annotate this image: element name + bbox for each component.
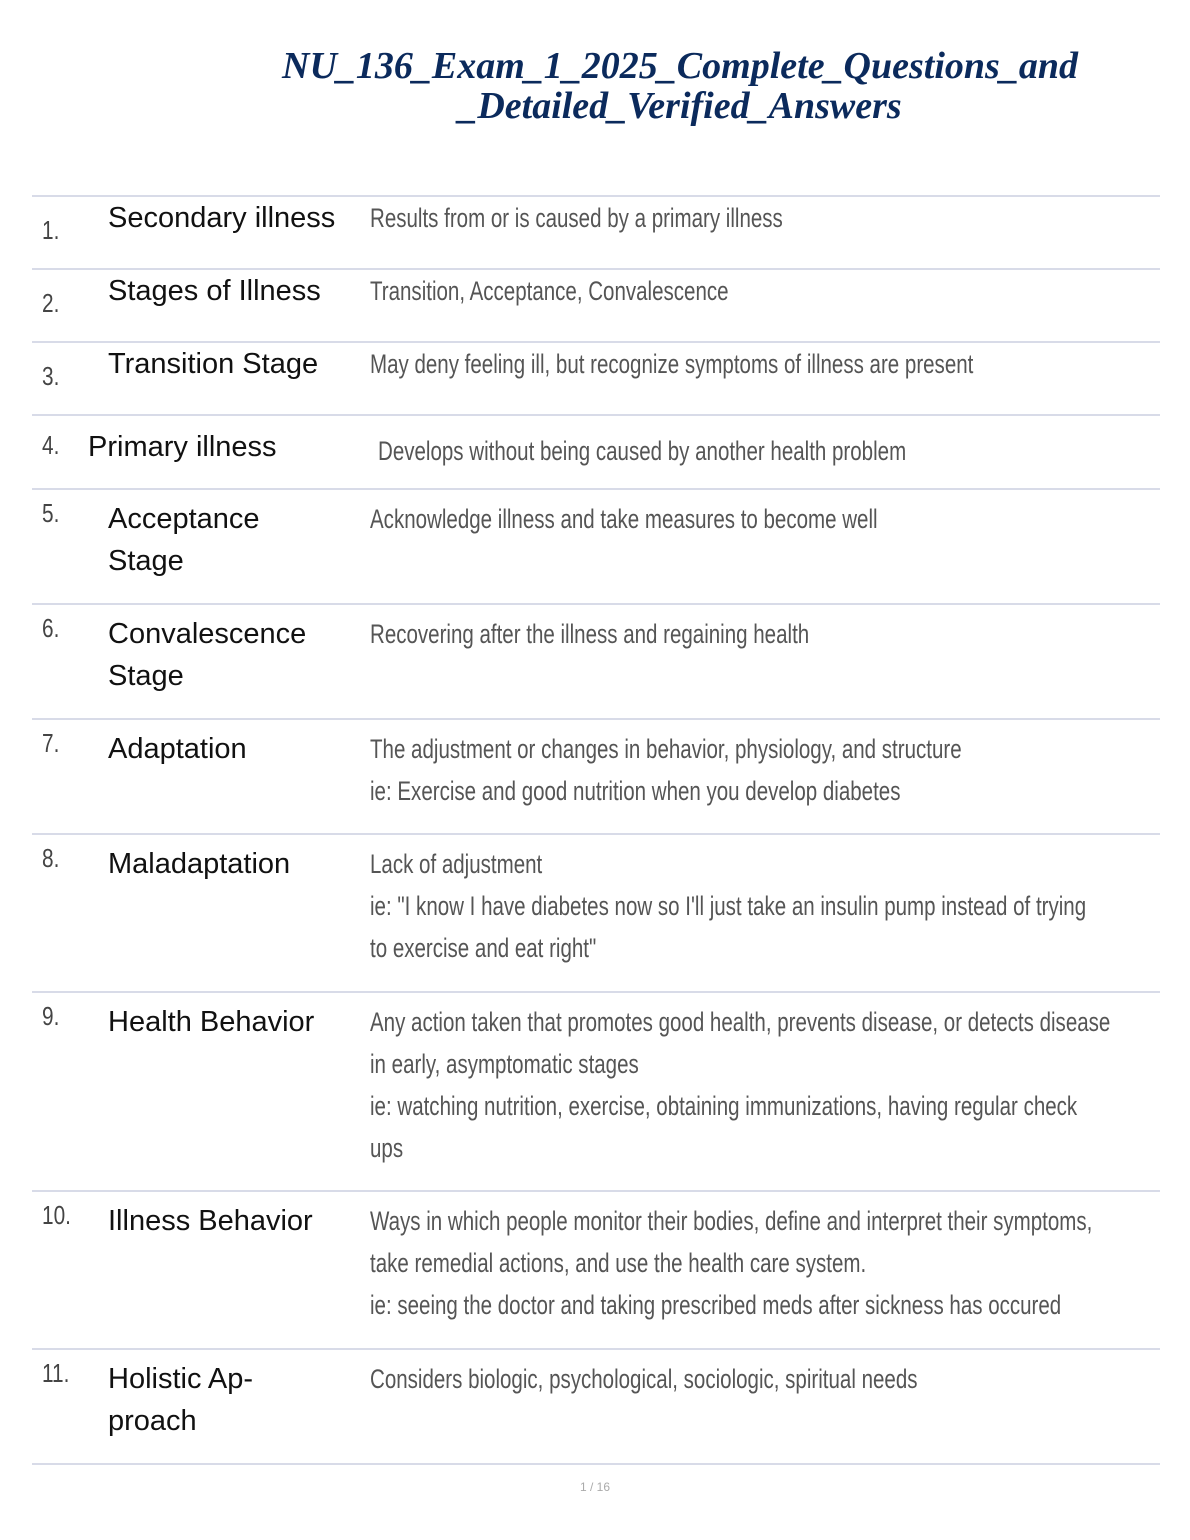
definition-line: The adjustment or changes in behavior, physiology, and structure xyxy=(370,734,962,764)
card-number: 10. xyxy=(42,1200,71,1230)
card-term: Adaptation xyxy=(108,733,247,765)
definition-line: Considers biologic, psychological, sociologic, spiritual needs xyxy=(370,1364,918,1394)
definition-line: ups xyxy=(370,1133,404,1163)
definition-line: Lack of adjustment xyxy=(370,849,543,879)
table-row xyxy=(32,414,1160,488)
card-definition xyxy=(370,1358,1160,1400)
table-row xyxy=(32,195,1160,268)
card-definition xyxy=(370,613,1160,655)
table-row xyxy=(32,1190,1160,1348)
card-definition xyxy=(370,498,1160,540)
card-term: Convalescence Stage xyxy=(108,618,307,692)
card-definition xyxy=(370,1200,1160,1326)
table-row xyxy=(32,833,1160,991)
table-row xyxy=(32,1348,1160,1463)
card-number: 1. xyxy=(42,215,60,245)
definition-line: Develops without being caused by another health problem xyxy=(378,436,907,466)
card-term: Secondary illness xyxy=(108,202,336,234)
card-term: Primary illness xyxy=(88,431,277,463)
definition-line: ie: Exercise and good nutrition when you develop diabetes xyxy=(370,776,901,806)
card-number: 6. xyxy=(42,613,60,643)
card-term: Illness Behavior xyxy=(108,1205,313,1237)
definition-line: Recovering after the illness and regaining health xyxy=(370,619,810,649)
card-term: Acceptance Stage xyxy=(108,503,260,577)
card-term: Transition Stage xyxy=(108,348,319,380)
definition-line: ie: "I know I have diabetes now so I'll just take an insulin pump instead of trying xyxy=(370,891,1087,921)
card-term: Health Behavior xyxy=(108,1006,315,1038)
card-definition xyxy=(370,1001,1160,1169)
card-number: 11. xyxy=(42,1358,70,1388)
card-number: 9. xyxy=(42,1001,60,1031)
definition-line: Results from or is caused by a primary illness xyxy=(370,203,783,233)
definition-line: Transition, Acceptance, Convalescence xyxy=(370,276,729,306)
table-row xyxy=(32,341,1160,414)
title-line: NU_136_Exam_1_2025_Complete_Questions_and xyxy=(282,45,1078,87)
card-definition xyxy=(370,728,1160,812)
card-definition xyxy=(370,270,1160,312)
card-definition xyxy=(370,197,1160,239)
definition-line: in early, asymptomatic stages xyxy=(370,1049,639,1079)
card-definition xyxy=(378,430,1168,472)
table-row xyxy=(32,991,1160,1190)
title-line: _Detailed_Verified_Answers xyxy=(458,85,902,127)
definition-line: ie: watching nutrition, exercise, obtaining immunizations, having regular check xyxy=(370,1091,1078,1121)
definition-line: to exercise and eat right" xyxy=(370,933,597,963)
definition-line: take remedial actions, and use the health care system. xyxy=(370,1248,867,1278)
table-row xyxy=(32,718,1160,833)
card-number: 5. xyxy=(42,498,60,528)
table-row xyxy=(32,268,1160,341)
card-number: 3. xyxy=(42,361,60,391)
document-title xyxy=(230,46,1130,126)
divider xyxy=(32,1463,1160,1465)
definition-line: Acknowledge illness and take measures to become well xyxy=(370,504,878,534)
definition-line: May deny feeling ill, but recognize symptoms of illness are present xyxy=(370,349,974,379)
page-indicator: 1 / 16 xyxy=(579,1480,611,1494)
card-number: 7. xyxy=(42,728,60,758)
card-definition xyxy=(370,343,1160,385)
definition-line: ie: seeing the doctor and taking prescribed meds after sickness has occured xyxy=(370,1290,1062,1320)
table-row xyxy=(32,603,1160,718)
card-definition xyxy=(370,843,1160,969)
card-number: 4. xyxy=(42,430,60,460)
card-term: Stages of Illness xyxy=(108,275,321,307)
card-number: 2. xyxy=(42,288,60,318)
definition-line: Any action taken that promotes good health, prevents disease, or detects disease xyxy=(370,1007,1111,1037)
card-number: 8. xyxy=(42,843,60,873)
definition-line: Ways in which people monitor their bodies, define and interpret their symptoms, xyxy=(370,1206,1093,1236)
card-term: Maladaptation xyxy=(108,848,291,880)
card-term: Holistic Ap-proach xyxy=(108,1363,254,1437)
table-row xyxy=(32,488,1160,603)
